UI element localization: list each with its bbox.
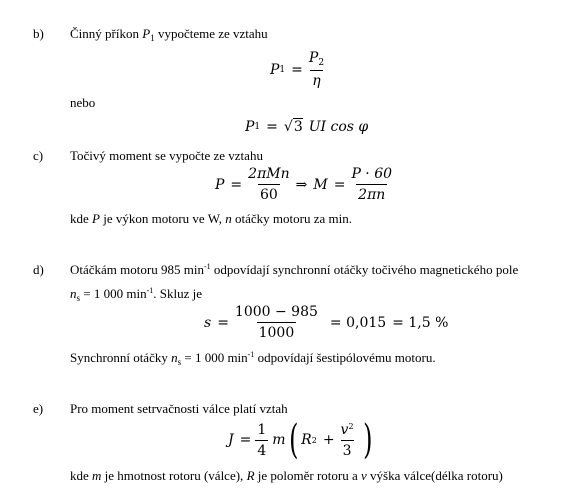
equation-torque: P = $\frac{\text{2πMn}}{60}$ ⇒ M = $\frac{P \cdot 60}{2\pi n}$ (215, 166, 393, 203)
item-label-b: b) (33, 26, 44, 41)
equation-power-efficiency: P 1 = $\frac{P_2}{\eta}$ (270, 50, 325, 89)
item-b-intro: Činný příkon $P_1$ vypočteme ze vztahu (70, 26, 268, 43)
item-d-line3: Synchronní otáčky $n_s = 1$ 000 $\min^{-1}$ odpovídají šestipólovému motoru. (70, 350, 436, 367)
item-d-line1: Otáčkám motoru 985 $\min^{-1}$ odpovídají synchronní otáčky točivého magnetického pole (70, 262, 519, 277)
equation-power-electrical: P 1 = √ 3 UI cos φ (245, 118, 369, 135)
item-label-d: d) (33, 262, 44, 277)
equation-slip: s = $\frac{1000 - 985}{1000}$ = 0,015 = 1,5 % (204, 304, 449, 341)
item-c-intro: Točivý moment se vypočte ze vztahu (70, 148, 263, 163)
item-label-e: e) (33, 401, 44, 416)
item-label-c: c) (33, 148, 44, 163)
item-c-note: kde P je výkon motoru ve W, n otáčky motoru za min. (70, 211, 352, 226)
equation-moment-inertia: J = $\frac{1}{4}$ m ( R 2 + $\frac{v^2}{3}$ ) (228, 417, 373, 463)
item-d-line2: $n_s = 1$ 000 $\min^{-1}$. Skluz je (70, 286, 202, 303)
item-e-intro: Pro moment setrvačnosti válce platí vztah (70, 401, 288, 416)
item-e-note: kde m je hmotnost rotoru (válce), R je poloměr rotoru a v výška válce(délka rotoru) (70, 468, 503, 483)
or-text: nebo (70, 95, 96, 110)
